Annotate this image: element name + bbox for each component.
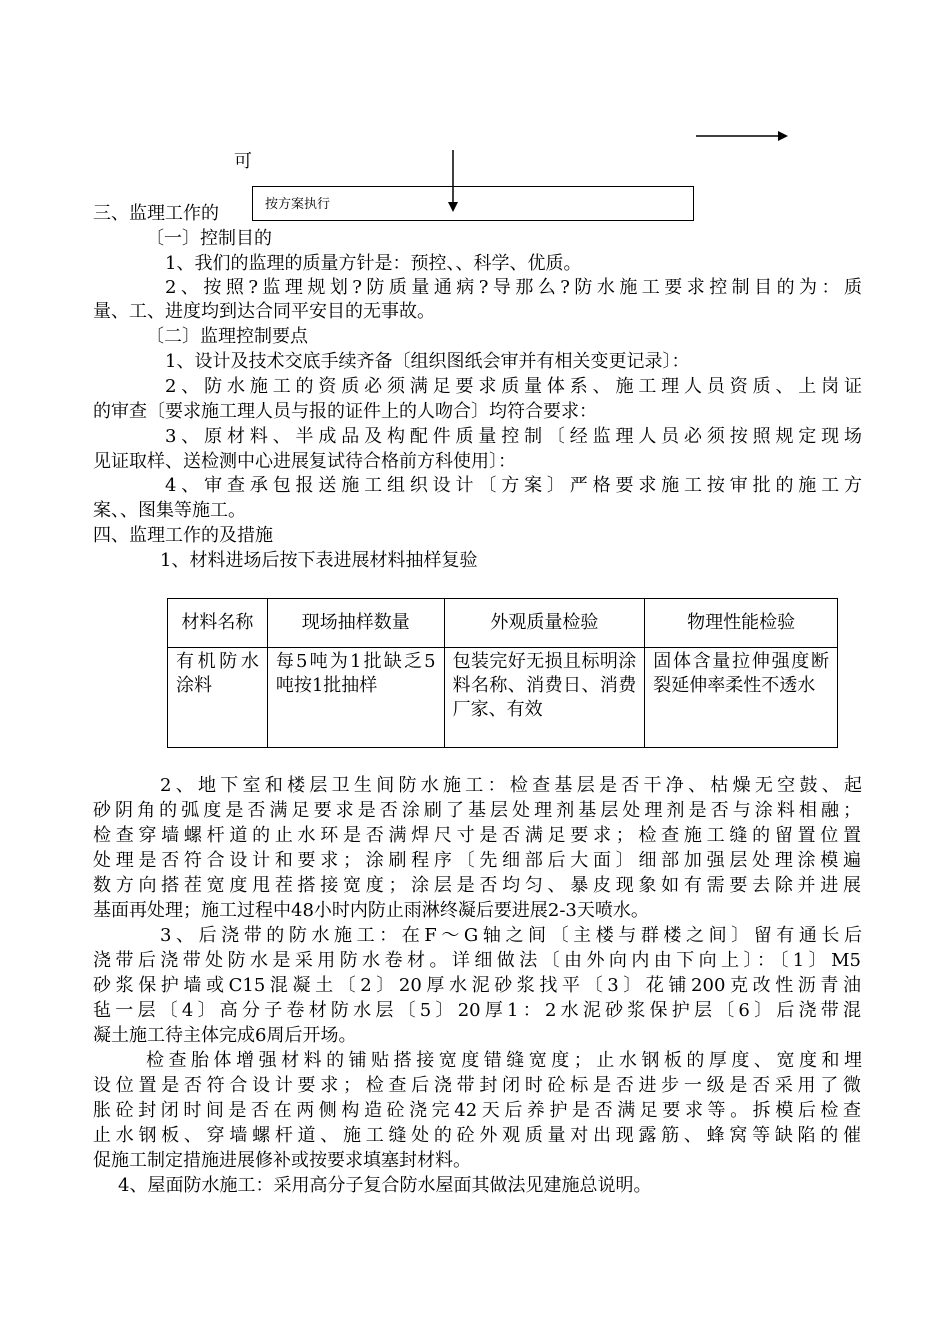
section3-q2-line2: 的审查〔要求施工理人员与报的证件上的人吻合〕均符合要求： [93, 401, 597, 422]
flow-box [252, 186, 694, 221]
section4-p2-line4: 处理是否符合设计和要求；涂刷程序〔先细部后大面〕细部加强层处理涂模遍 [93, 850, 861, 871]
section4-p3-line5: 凝土施工待主体完成6周后开场。 [93, 1025, 357, 1046]
section4-p3-line4: 毡一层〔4〕高分子卷材防水层〔5〕20厚1：2水泥砂浆保护层〔6〕后浇带混 [93, 1000, 861, 1021]
section3-sub2: 〔二〕监理控制要点 [146, 326, 308, 347]
section3-q2-line1: 2、防水施工的资质必须满足要求质量体系、施工理人员资质、上岗证 [165, 376, 862, 397]
section4-p4-line4: 止水钢板、穿墙螺杆道、施工缝处的砼外观质量对出现露筋、蜂窝等缺陷的催 [93, 1125, 861, 1146]
section3-p2-line2: 量、工、进度均到达合同平安目的无事故。 [93, 301, 435, 322]
flow-ke-char: 可 [234, 151, 252, 172]
section4-p2-line2: 砂阴角的弧度是否满足要求是否涂刷了基层处理剂基层处理剂是否与涂料相融； [93, 800, 861, 821]
flow-box-label: 按方案执行 [265, 197, 331, 212]
section3-q4-line2: 案、、图集等施工。 [93, 500, 246, 521]
section3-p1: 1、我们的监理的质量方针是：预控、、科学、优质。 [165, 253, 582, 274]
table-header-cell: 现场抽样数量 [267, 599, 444, 648]
table-row [168, 648, 838, 748]
section4-p4-line3: 胀砼封闭时间是否在两侧构造砼浇完42天后养护是否满足要求等。拆模后检查 [93, 1100, 861, 1121]
section4-p5: 4、屋面防水施工：采用高分子复合防水屋面其做法见建施总说明。 [118, 1175, 652, 1196]
section3-q3-line2: 见证取样、送检测中心进展复试待合格前方科使用〕： [93, 451, 516, 472]
table-header-cell: 材料名称 [168, 599, 268, 648]
section3-q4-line1: 4、审查承包报送施工组织设计〔方案〕严格要求施工按审批的施工方 [165, 475, 862, 496]
material-table [167, 598, 838, 748]
section4-heading: 四、监理工作的及措施 [93, 525, 273, 546]
section4-p4-line1: 检查胎体增强材料的铺贴搭接宽度错缝宽度；止水钢板的厚度、宽度和埋 [146, 1050, 862, 1071]
section3-q1: 1、设计及技术交底手续齐备〔组织图纸会审并有相关变更记录〕： [165, 351, 690, 372]
table-cell: 有机防水涂料 [168, 648, 268, 748]
section4-p4-line5: 促施工制定措施进展修补或按要求填塞封材料。 [93, 1150, 471, 1171]
section4-p2-line3: 检查穿墙螺杆道的止水环是否满焊尺寸是否满足要求；检查施工缝的留置位置 [93, 825, 861, 846]
section4-p2-line1: 2、地下室和楼层卫生间防水施工：检查基层是否干净、枯燥无空鼓、起 [160, 775, 862, 796]
section3-q3-line1: 3、原材料、半成品及构配件质量控制〔经监理人员必须按照规定现场 [165, 426, 862, 447]
table-cell: 包装完好无损且标明涂料名称、消费日、消费厂家、有效 [444, 648, 645, 748]
section4-p2-line6: 基面再处理；施工过程中48小时内防止雨淋终凝后要进展2-3天喷水。 [93, 900, 649, 921]
table-cell: 固体含量拉伸强度断裂延伸率柔性不透水 [645, 648, 838, 748]
table-header-cell: 物理性能检验 [645, 599, 838, 648]
section4-p3-line1: 3、后浇带的防水施工：在F～G轴之间〔主楼与群楼之间〕留有通长后 [160, 925, 862, 946]
section3-heading: 三、监理工作的 [93, 203, 219, 224]
section3-sub1: 〔一〕控制目的 [146, 228, 272, 249]
table-cell: 每5吨为1批缺乏5吨按1批抽样 [267, 648, 444, 748]
table-header-cell: 外观质量检验 [444, 599, 645, 648]
section4-p2-line5: 数方向搭茬宽度甩茬搭接宽度；涂层是否均匀、暴皮现象如有需要去除并进展 [93, 875, 861, 896]
section4-p3-line2: 浇带后浇带处防水是采用防水卷材。详细做法〔由外向内由下向上〕：〔1〕M5 [93, 950, 861, 971]
section4-p4-line2: 设位置是否符合设计要求；检查后浇带封闭时砼标是否进步一级是否采用了微 [93, 1075, 861, 1096]
table-header-row [168, 599, 838, 648]
right-arrow-head [778, 131, 788, 141]
section3-p2-line1: 2、按照?监理规划?防质量通病?导那么?防水施工要求控制目的为：质 [165, 277, 862, 298]
section4-p1: 1、材料进场后按下表进展材料抽样复验 [160, 550, 478, 571]
section4-p3-line3: 砂浆保护墙或C15混凝土〔2〕20厚水泥砂浆找平〔3〕花铺200克改性沥青油 [93, 975, 861, 996]
